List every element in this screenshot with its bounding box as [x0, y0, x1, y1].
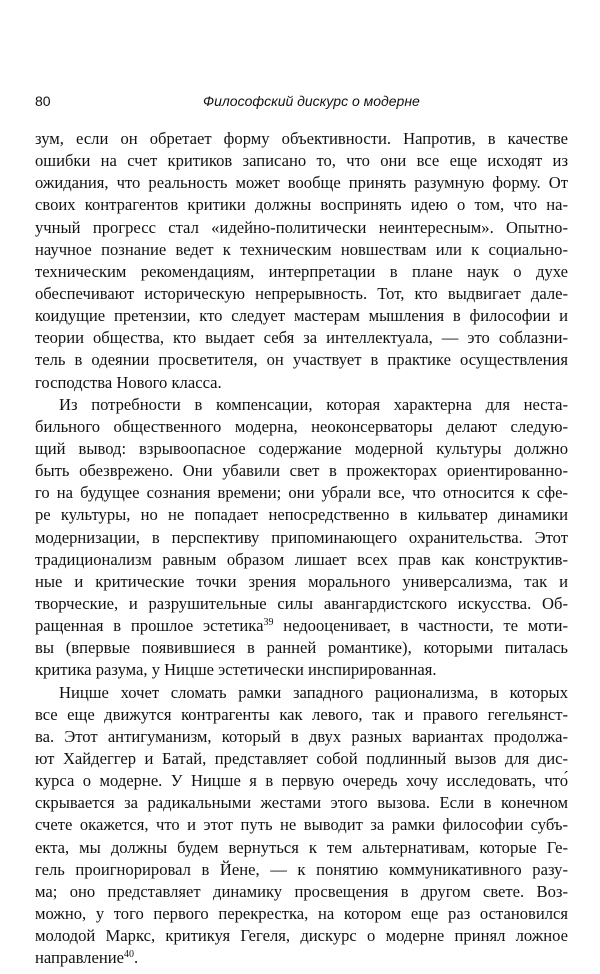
text-line-with-footnote [35, 947, 568, 969]
text-line: модернизации, в перспективу припоминающего охранительства. Этот [35, 527, 568, 547]
text-line: творческие, и разрушительные силы авангардистского искусства. Об- [35, 593, 568, 613]
paragraph-2 [35, 394, 568, 682]
text-line: все еще движутся контрагенты как левого, так и правого гегельянст- [35, 704, 568, 724]
text-line: господства Нового класса. [35, 372, 222, 392]
text-line: ные и критические точки зрения морального универсализма, так и [35, 571, 568, 591]
text-line: щий вывод: взрывоопасное содержание модерной культуры должно [35, 438, 568, 458]
text-line: ожидания, что реальность может вообще принять разумную форму. От [35, 173, 568, 193]
text-line-with-footnote [35, 615, 568, 637]
text-line: екта, мы должны будем вернуться к тем альтернативам, которые Ге- [35, 837, 568, 857]
text-line: коидущие претензии, кто следует мастерам мышления в философии и [35, 306, 568, 326]
text-line: зум, если он обретает форму объективности. Напротив, в качестве [35, 129, 568, 148]
page-number: 80 [35, 93, 51, 109]
text-line: можно, у того первого перекрестка, на котором еще раз остановился [35, 903, 568, 923]
text-fragment: недооценивает, в частности, те моти- [273, 616, 569, 636]
text-line: научное познание ведет к техническим новшествам или к социально- [35, 239, 568, 259]
text-line: курса о модерне. У Ницше я в первую очередь хочу исследовать, что́ [35, 771, 568, 791]
text-line: Ницше хочет сломать рамки западного рационализма, в которых [59, 682, 568, 702]
text-line: го на будущее сознания времени; они убрали все, что относится к сфе- [35, 483, 568, 503]
text-line: счете окажется, что и этот путь не выводит за рамки философии субъ- [35, 815, 568, 835]
text-line: скрывается за радикальными жестами этого вызова. Если в конечном [35, 793, 568, 813]
text-line: ре культуры, но не попадает непосредственно в кильватер динамики [35, 505, 568, 525]
text-line: традиционализм равным образом лишает всех прав как конструктив- [35, 549, 568, 569]
text-line: ошибки на счет критиков записано то, что они все еще исходят из [35, 151, 568, 171]
paragraph-1 [35, 128, 568, 394]
text-line: вы (впервые появившиеся в ранней романтике), которыми питалась [35, 638, 568, 658]
text-fragment: ращенная в прошлое эстетика [35, 616, 264, 636]
text-line: ва. Этот антигуманизм, который в двух разных вариантах продолжа- [35, 726, 568, 746]
text-line: гель проигнорировал в Йене, — к понятию коммуникативного разу- [35, 859, 568, 879]
footnote-ref-40[interactable]: 40 [123, 949, 134, 961]
footnote-ref-39[interactable]: 39 [263, 617, 274, 629]
text-line: техническим рекомендациям, интерпретации в плане наук о духе [35, 261, 568, 281]
text-line: молодой Маркс, критикуя Гегеля, дискурс о модерне принял ложное [35, 926, 568, 946]
text-line: теории общества, кто выдает себя за интеллектуала, — это соблазни- [35, 328, 568, 348]
text-line: быть обезврежено. Они убавили свет в прожекторах ориентированно- [35, 461, 568, 481]
text-line: критика разума, у Ницше эстетически инспирированная. [35, 660, 437, 680]
text-line: учный прогресс стал «идейно-политически неинтересным». Опытно- [35, 217, 568, 237]
text-fragment: направление [35, 948, 124, 968]
text-line: ма; оно представляет динамику просвещения в другом свете. Воз- [35, 881, 568, 901]
paragraph-3 [35, 682, 568, 970]
text-line: ют Хайдеггер и Батай, представляет собой подлинный вызов для дис- [35, 748, 568, 768]
text-line: обеспечивают историческую непрерывность. Тот, кто выдвигает дале- [35, 283, 568, 303]
running-title: Философский дискурс о модерне [203, 93, 420, 109]
text-line: бильного общественного модерна, неоконсерваторы делают следую- [35, 416, 568, 436]
body-text [35, 128, 568, 969]
text-line: тель в одеянии просветителя, он участвует в практике осуществления [35, 350, 568, 370]
text-fragment: . [133, 948, 139, 968]
text-line: своих контрагентов критики должны воспринять идею о том, что на- [35, 195, 568, 215]
text-line: Из потребности в компенсации, которая характерна для неста- [59, 394, 568, 414]
